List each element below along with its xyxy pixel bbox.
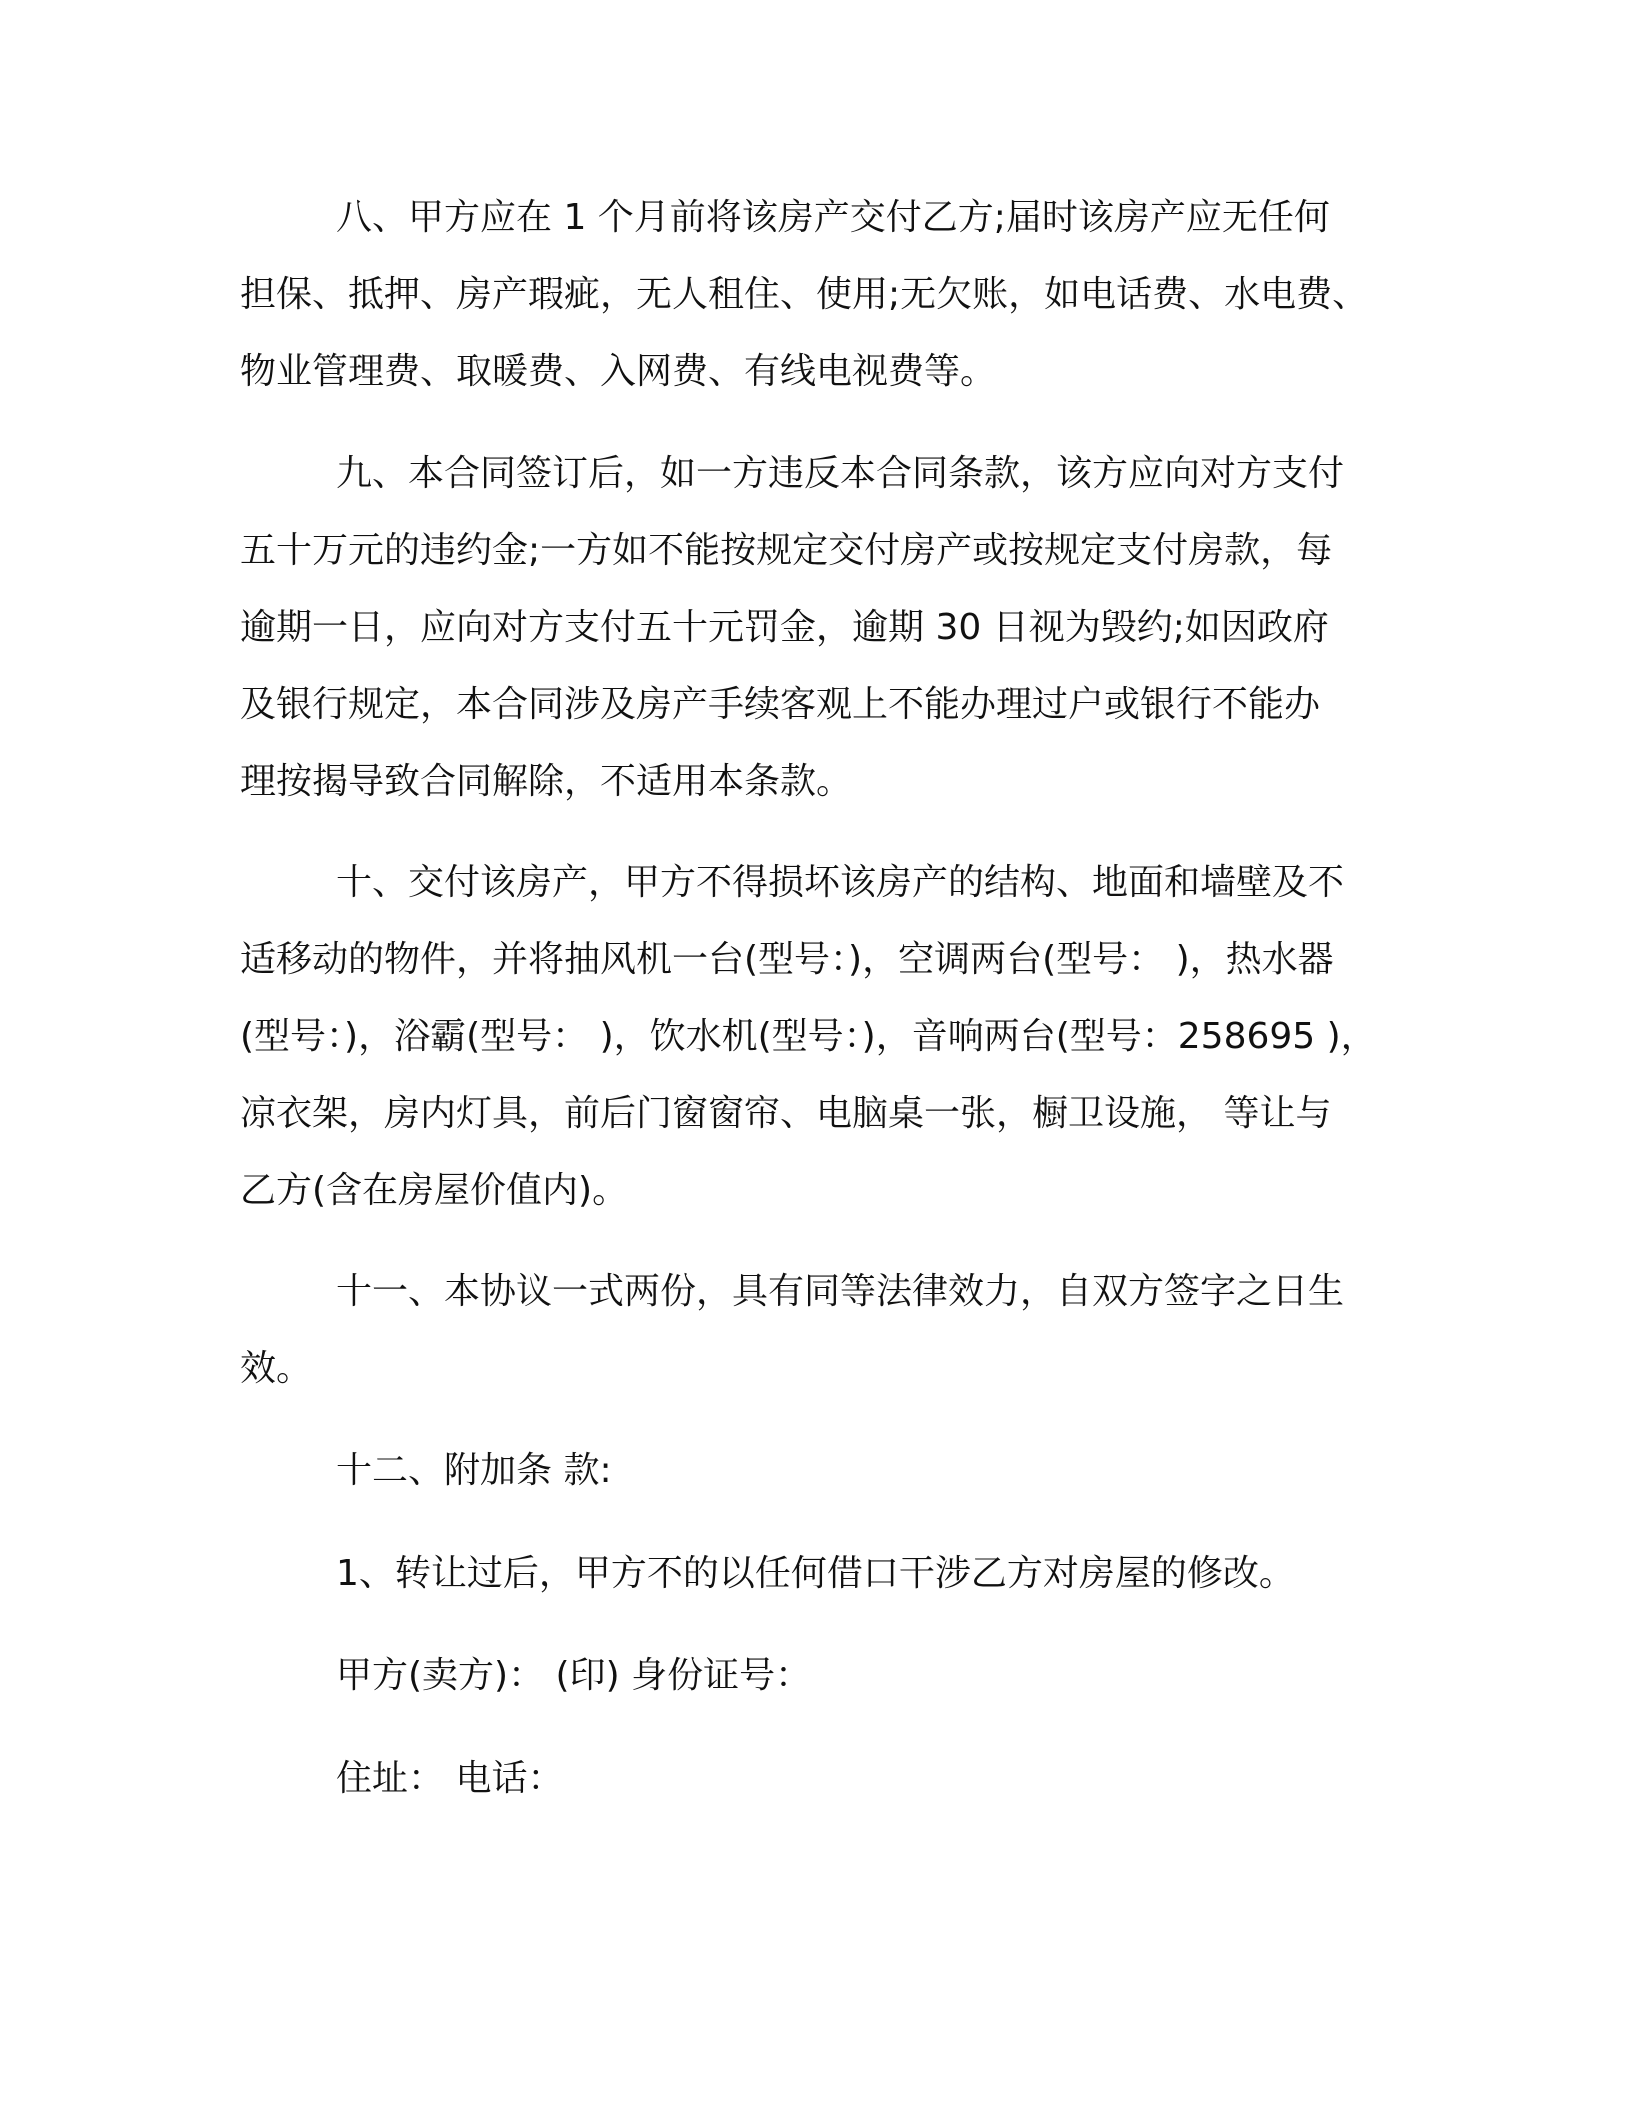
clause-8 <box>240 179 1410 410</box>
clause-8-line-1: 八、甲方应在 1 个月前将该房产交付乙方;届时该房产应无任何 <box>336 197 1330 238</box>
clause-8-line-2: 担保、抵押、房产瑕疵，无人租住、使用;无欠账，如电话费、水电费、 <box>240 274 1369 315</box>
clause-11-line-1: 十一、本协议一式两份，具有同等法律效力，自双方签字之日生 <box>336 1271 1345 1312</box>
clause-10-line-5: 乙方(含在房屋价值内)。 <box>240 1170 629 1211</box>
clause-11-line-2: 效。 <box>240 1348 313 1389</box>
clause-10-line-4: 凉衣架，房内灯具，前后门窗窗帘、电脑桌一张，橱卫设施， 等让与 <box>240 1093 1332 1134</box>
clause-8-line-3: 物业管理费、取暖费、入网费、有线电视费等。 <box>240 351 997 392</box>
clause-12-heading <box>240 1432 1410 1509</box>
clause-9-line-2: 五十万元的违约金;一方如不能按规定交付房产或按规定支付房款，每 <box>240 530 1333 571</box>
address-phone-text: 住址： 电话： <box>336 1758 564 1799</box>
clause-11 <box>240 1253 1410 1407</box>
clause-12-item-1 <box>240 1535 1410 1612</box>
party-a-signature-line <box>240 1637 1410 1714</box>
clause-10-line-1: 十、交付该房产，甲方不得损坏该房产的结构、地面和墙壁及不 <box>336 862 1345 903</box>
clause-9 <box>240 435 1410 820</box>
clause-9-line-5: 理按揭导致合同解除，不适用本条款。 <box>240 761 853 802</box>
clause-9-line-4: 及银行规定，本合同涉及房产手续客观上不能办理过户或银行不能办 <box>240 684 1321 725</box>
clause-9-line-1: 九、本合同签订后，如一方违反本合同条款，该方应向对方支付 <box>336 453 1345 494</box>
clause-10 <box>240 844 1410 1229</box>
address-phone-line <box>240 1740 1410 1817</box>
clause-12-heading-text: 十二、附加条 款: <box>336 1450 612 1491</box>
clause-12-item-1-text: 1、转让过后，甲方不的以任何借口干涉乙方对房屋的修改。 <box>336 1553 1295 1594</box>
clause-10-line-2: 适移动的物件，并将抽风机一台(型号：)，空调两台(型号： )，热水器 <box>240 939 1334 980</box>
party-a-signature-text: 甲方(卖方)： (印) 身份证号： <box>336 1655 812 1696</box>
clause-9-line-3: 逾期一日，应向对方支付五十元罚金，逾期 30 日视为毁约;如因政府 <box>240 607 1329 648</box>
clause-10-line-3: (型号：)，浴霸(型号： )，饮水机(型号：)，音响两台(型号：258695 )， <box>240 1016 1377 1057</box>
